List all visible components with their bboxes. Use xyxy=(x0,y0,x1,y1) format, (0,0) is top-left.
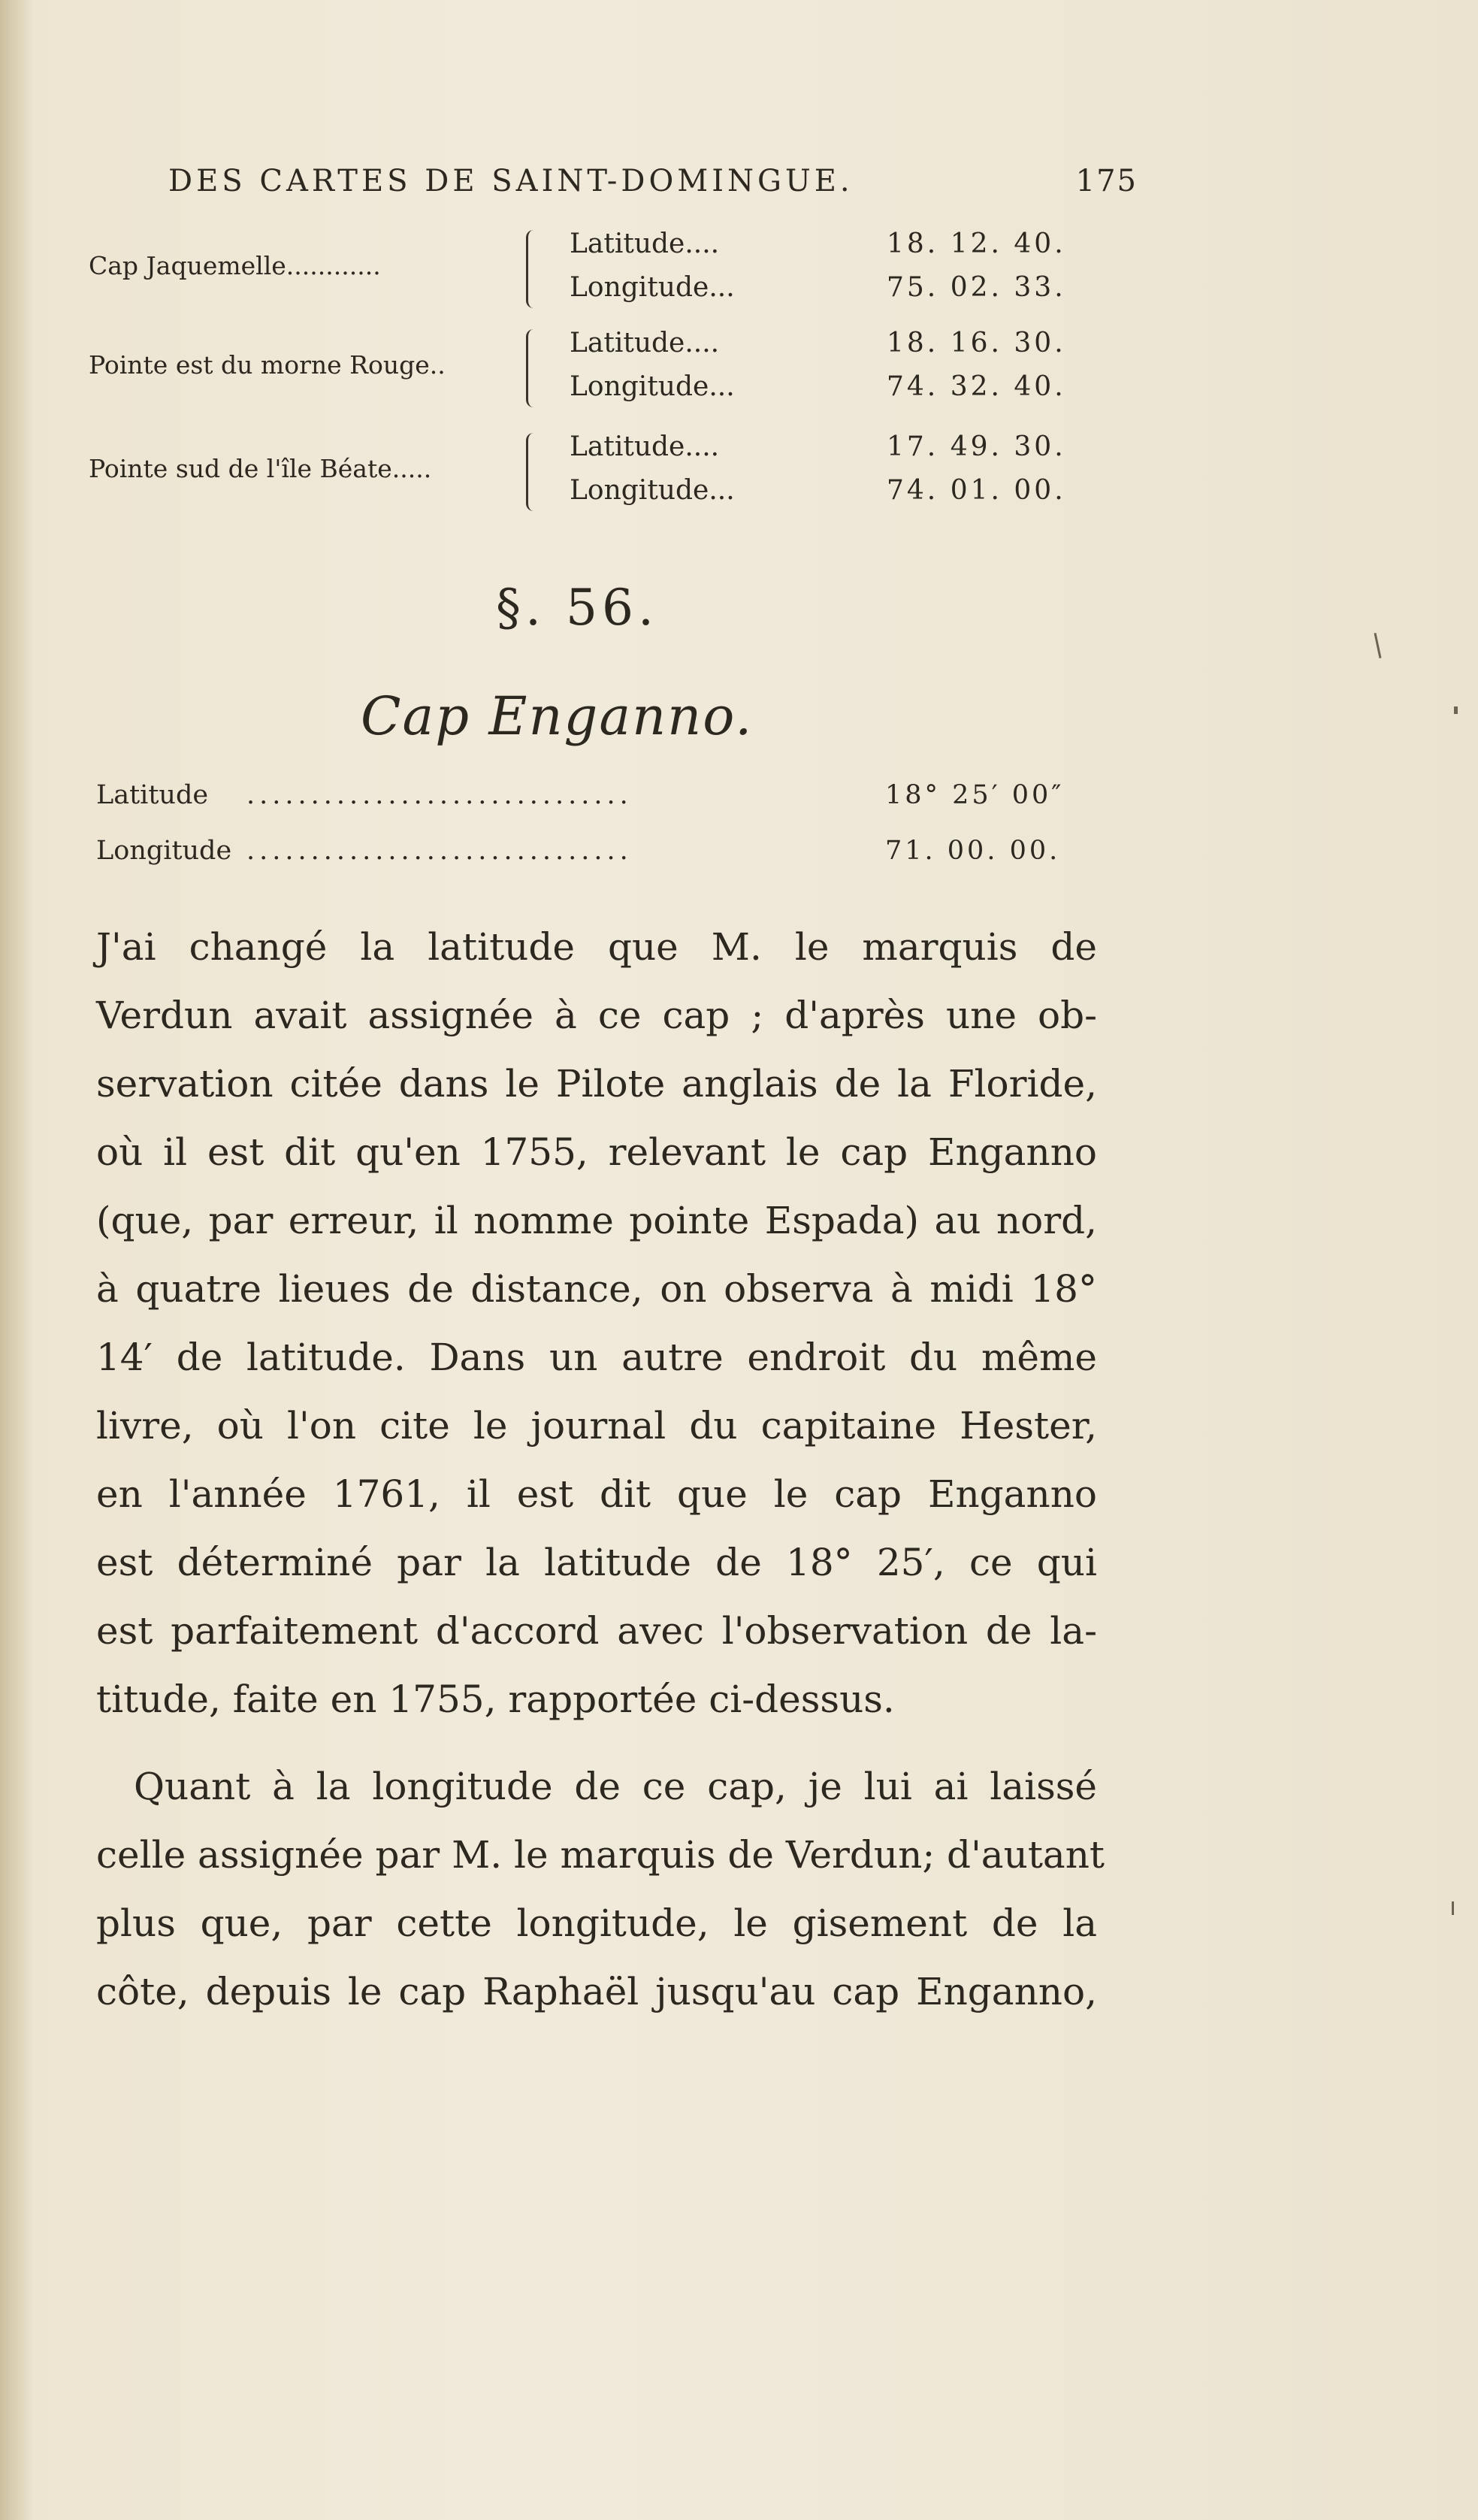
brace xyxy=(526,230,539,308)
text-line: Quant à la longitude de ce cap, je lui ai laissé xyxy=(134,1765,1097,1808)
coordinate-entry xyxy=(89,225,1066,320)
text-line: plus que, par cette longitude, le gisement de la xyxy=(96,1901,1097,1945)
measurement-label: Longitude xyxy=(96,836,232,866)
page-number: 175 xyxy=(1075,164,1138,198)
text-line: Verdun avait assignée à ce cap ; d'après une ob- xyxy=(96,994,1097,1037)
place-name: Cap Jaquemelle............ xyxy=(89,251,381,280)
longitude-row xyxy=(570,475,1096,513)
coordinate-entry xyxy=(89,325,1066,419)
text-line: en l'année 1761, il est dit que le cap Enganno xyxy=(96,1472,1097,1516)
running-title: DES CARTES DE SAINT-DOMINGUE. xyxy=(168,164,854,198)
measurement-value: 71. 00. 00. xyxy=(885,836,1061,866)
page-gutter xyxy=(0,0,34,2520)
section-number: §. 56. xyxy=(496,579,658,637)
page-header xyxy=(168,164,1138,209)
latitude-label: Latitude.... xyxy=(570,228,720,259)
place-name: Pointe est du morne Rouge.. xyxy=(89,350,446,380)
text-line: où il est dit qu'en 1755, relevant le cap Enganno xyxy=(96,1130,1097,1174)
text-line: est parfaitement d'accord avec l'observation de la- xyxy=(96,1609,1097,1653)
section-title: Cap Enganno. xyxy=(361,685,754,747)
latitude-row xyxy=(570,431,1096,469)
text-line: à quatre lieues de distance, on observa à midi 18° xyxy=(96,1267,1097,1311)
coordinate-entry xyxy=(89,428,1066,523)
longitude-label: Longitude... xyxy=(570,475,735,506)
latitude-label: Latitude.... xyxy=(570,328,720,358)
text-line: livre, où l'on cite le journal du capitaine Hester, xyxy=(96,1404,1097,1448)
longitude-row xyxy=(570,272,1096,310)
stray-mark xyxy=(1452,1901,1454,1915)
latitude-value: 17. 49. 30. xyxy=(887,431,1066,462)
longitude-row xyxy=(570,371,1096,409)
stray-mark xyxy=(1374,633,1381,658)
text-line: côte, depuis le cap Raphaël jusqu'au cap Enganno, xyxy=(96,1970,1097,2013)
longitude-value: 75. 02. 33. xyxy=(887,272,1066,303)
text-line: J'ai changé la latitude que M. le marquis de xyxy=(96,925,1097,969)
longitude-label: Longitude... xyxy=(570,272,735,303)
text-line: celle assignée par M. le marquis de Verdun; d'autant xyxy=(96,1833,1105,1877)
longitude-value: 74. 01. 00. xyxy=(887,475,1066,506)
text-line: titude, faite en 1755, rapportée ci-dessus. xyxy=(96,1677,895,1721)
measurement-row xyxy=(96,780,1065,822)
text-line: servation citée dans le Pilote anglais de la Floride, xyxy=(96,1062,1097,1106)
text-line: (que, par erreur, il nomme pointe Espada) au nord, xyxy=(96,1199,1097,1242)
latitude-row xyxy=(570,328,1096,365)
latitude-row xyxy=(570,228,1096,266)
leader-dots: .............................. xyxy=(246,836,633,866)
place-name: Pointe sud de l'île Béate..... xyxy=(89,454,432,483)
longitude-label: Longitude... xyxy=(570,371,735,402)
measurement-label: Latitude xyxy=(96,780,209,810)
text-line: 14′ de latitude. Dans un autre endroit du même xyxy=(96,1336,1097,1379)
text-line: est déterminé par la latitude de 18° 25′, ce qui xyxy=(96,1541,1097,1584)
longitude-value: 74. 32. 40. xyxy=(887,371,1066,402)
measurement-row xyxy=(96,836,1061,878)
brace xyxy=(526,329,539,407)
measurement-value: 18° 25′ 00″ xyxy=(885,780,1065,810)
latitude-value: 18. 16. 30. xyxy=(887,328,1066,358)
leader-dots: .............................. xyxy=(246,780,633,810)
brace xyxy=(526,433,539,511)
latitude-value: 18. 12. 40. xyxy=(887,228,1066,259)
latitude-label: Latitude.... xyxy=(570,431,720,462)
stray-mark xyxy=(1454,706,1458,714)
